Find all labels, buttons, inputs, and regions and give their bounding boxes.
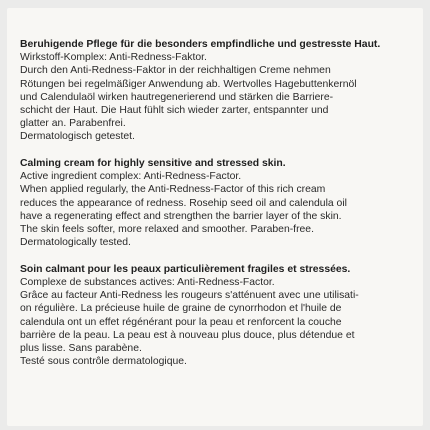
section-heading: Beruhigende Pflege für die besonders empfindliche und gestresste Haut. [20, 39, 381, 50]
text-line: Dermatologisch getestet. [20, 131, 135, 143]
text-line: on régulière. La précieuse huile de graine de cynorrhodon et l'huile de [20, 303, 342, 315]
text-line: Complexe de substances actives: Anti-Redness-Factor. [20, 277, 275, 289]
text-line: reduces the appearance of redness. Rosehip seed oil and calendula oil [20, 197, 347, 209]
text-line: Active ingredient complex: Anti-Redness-Factor. [20, 171, 242, 183]
text-line: Dermatologically tested. [20, 237, 131, 249]
text-line: When applied regularly, the Anti-Redness-Factor of this rich cream [20, 184, 326, 196]
product-description [20, 38, 420, 382]
text-line: Grâce au facteur Anti-Redness les rougeurs s'atténuent avec une utilisati- [20, 290, 359, 302]
text-line: schicht der Haut. Die Haut fühlt sich wieder zarter, entspannter und [20, 105, 329, 117]
text-line: Rötungen bei regelmäßiger Anwendung ab. Wertvolles Hagebuttenkernöl [20, 78, 357, 90]
text-line: have a regenerating effect and strengthen the barrier layer of the skin. [20, 210, 342, 222]
text-line: calendula ont un effet régénérant pour la peau et renforcent la couche [20, 316, 342, 328]
section-heading: Soin calmant pour les peaux particulièrement fragiles et stressées. [20, 263, 351, 275]
text-line: Wirkstoff-Komplex: Anti-Redness-Faktor. [20, 52, 207, 64]
text-line: glatter an. Parabenfrei. [20, 118, 126, 130]
french-section [20, 263, 420, 369]
text-line: barrière de la peau. La peau est à nouveau plus douce, plus détendue et [20, 329, 355, 341]
text-line: Durch den Anti-Redness-Faktor in der reichhaltigen Creme nehmen [20, 65, 331, 77]
text-line: The skin feels softer, more relaxed and smoother. Paraben-free. [20, 224, 314, 236]
text-line: plus lisse. Sans parabène. [20, 343, 142, 355]
text-line: und Calendulaöl wirken hautregenerierend und stärken die Barriere- [20, 91, 334, 103]
english-section [20, 157, 420, 249]
german-section [20, 38, 420, 144]
text-line: Testé sous contrôle dermatologique. [20, 356, 187, 368]
section-heading: Calming cream for highly sensitive and stressed skin. [20, 158, 286, 170]
